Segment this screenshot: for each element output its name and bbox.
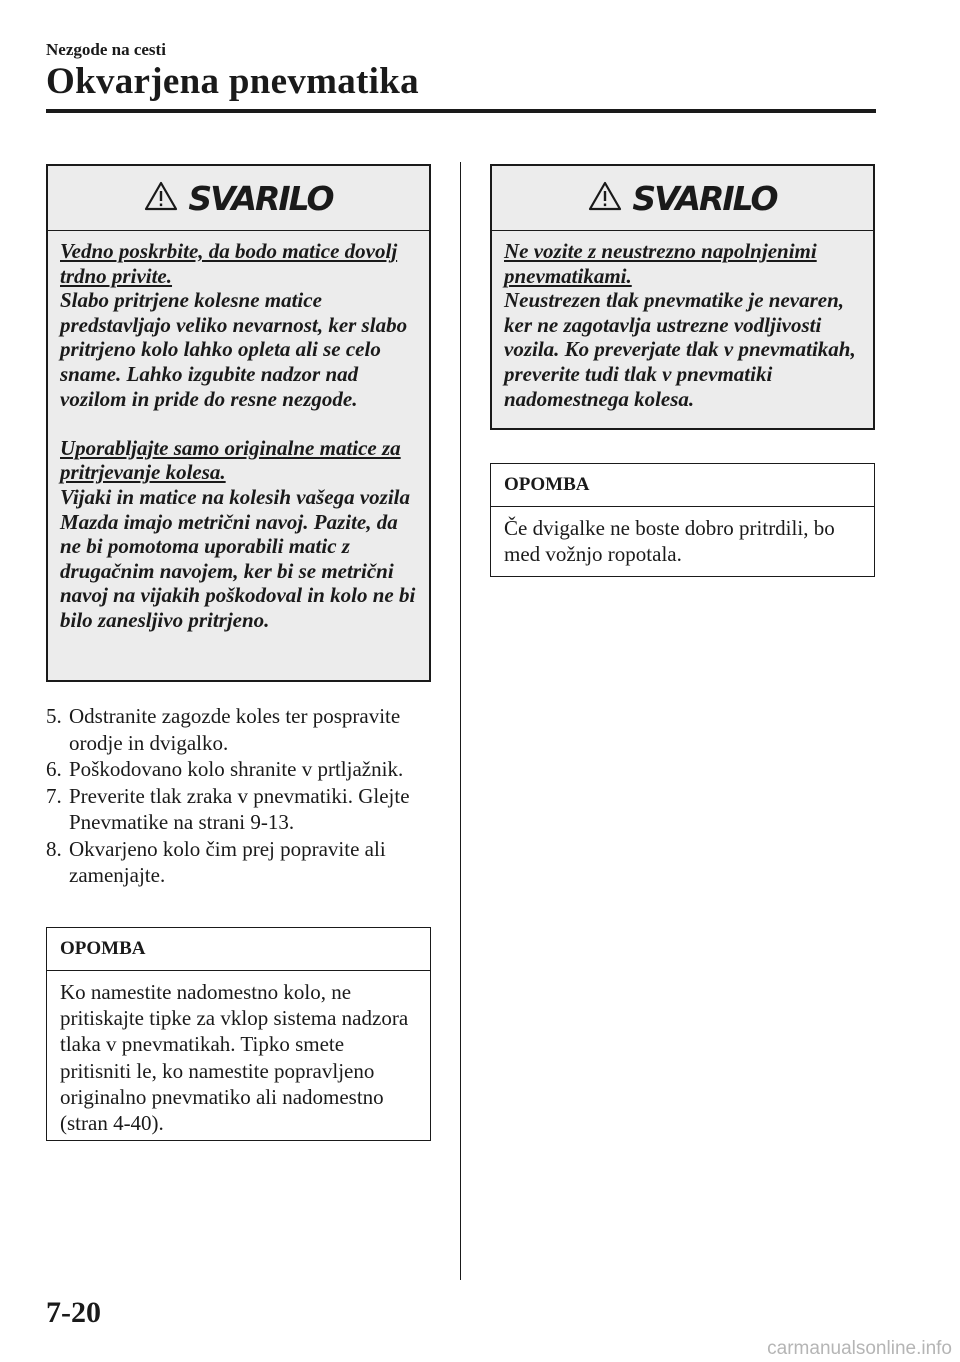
note-text: Ko namestite nadomestno kolo, ne pritiskajte tipke za vklop sistema nadzora tlaka v pnevmatikah. Tipko smete pritisniti le, ko namestite popravljeno originalno pnevmatiko ali nadomestno (stran 4-40).: [60, 980, 409, 1136]
section-label: Nezgode na cesti: [46, 40, 166, 59]
warning-header: [48, 166, 429, 231]
warning-triangle-icon: [588, 181, 622, 216]
step-number: 5.: [46, 704, 62, 728]
page-number: 7-20: [46, 1296, 101, 1329]
watermark: carmanualsonline.info: [767, 1338, 952, 1359]
steps-list: [46, 703, 441, 889]
title-rule: [46, 109, 876, 113]
warning-box-wheel-nuts: [46, 164, 431, 682]
warning-heading: Vedno poskrbite, da bodo matice dovolj trdno privite.: [60, 239, 398, 288]
list-item: [46, 836, 441, 889]
note-title: OPOMBA: [491, 464, 874, 507]
warning-body: [492, 231, 873, 411]
warning-body: [48, 231, 429, 633]
step-number: 8.: [46, 836, 62, 861]
warning-title: SVARILO: [632, 178, 777, 218]
warning-header: [492, 166, 873, 231]
list-item: [46, 756, 441, 783]
warning-heading: Ne vozite z neustrezno napolnjenimi pnevmatikami.: [504, 239, 817, 288]
step-text: Preverite tlak zraka v pnevmatiki. Glejte Pnevmatike na strani 9-13.: [69, 783, 410, 834]
list-item: [46, 703, 441, 756]
warning-text: Slabo pritrjene kolesne matice predstavljajo veliko nevarnost, ker slabo pritrjeno kolo lahko opleta ali se celo sname. Lahko izgubite nadzor nad vozilom in pride do resne nezgode.: [60, 288, 408, 411]
page-title: Okvarjena pnevmatika: [46, 61, 419, 102]
note-text: Če dvigalke ne boste dobro pritrdili, bo med vožnjo ropotala.: [504, 516, 835, 567]
warning-text: Neustrezen tlak pnevmatike je nevaren, ker ne zagotavlja ustrezne vodljivosti vozila. Ko preverjate tlak v pnevmatikah, preverite tudi tlak v pnevmatiki nadomestnega kolesa.: [504, 288, 856, 411]
warning-text: Vijaki in matice na kolesih vašega vozila Mazda imajo metrični navoj. Pazite, da ne bi pomotoma uporabili matic z drugačnim navojem, ker bi se metrični navoj na vijakih poškodoval in kolo ne bi bilo zanesljivo pritrjeno.: [60, 484, 416, 632]
step-text: Poškodovano kolo shranite v prtljažnik.: [69, 757, 404, 781]
step-text: Odstranite zagozde koles ter pospravite orodje in dvigalko.: [69, 704, 401, 755]
note-box-jack: [490, 463, 875, 577]
note-title: OPOMBA: [47, 928, 430, 971]
column-divider: [460, 162, 461, 1280]
step-number: 7.: [46, 783, 62, 808]
list-item: [46, 783, 441, 836]
note-box-spare-wheel: [46, 927, 431, 1141]
warning-title: SVARILO: [188, 178, 333, 218]
warning-heading: Uporabljajte samo originalne matice za pritrjevanje kolesa.: [60, 435, 401, 485]
warning-box-tire-pressure: [490, 164, 875, 430]
step-number: 6.: [46, 757, 62, 781]
step-text: Okvarjeno kolo čim prej popravite ali zamenjajte.: [69, 836, 386, 887]
warning-triangle-icon: [144, 181, 178, 216]
